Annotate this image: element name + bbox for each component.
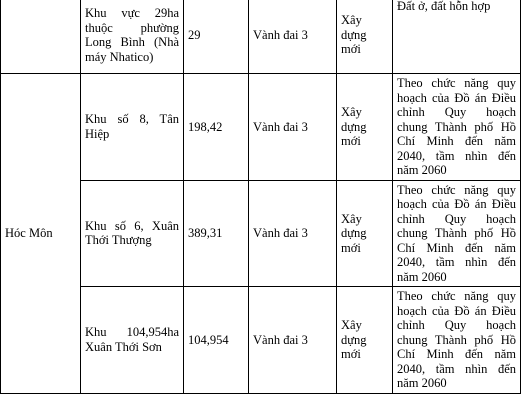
road-cell: Vành đai 3 xyxy=(249,180,337,287)
type-cell: Xây dựng mới xyxy=(337,74,393,181)
area-cell: Khu số 6, Xuân Thới Thượng xyxy=(81,180,184,287)
table-row xyxy=(1,0,521,74)
road-cell: Vành đai 3 xyxy=(249,287,337,394)
area-cell: Khu vực 29ha thuộc phường Long Bình (Nhà máy Nhatico) xyxy=(81,0,184,74)
type-cell: Xây dựng mới xyxy=(337,287,393,394)
district-cell xyxy=(1,0,81,74)
purpose-cell: Đất ở, đất hỗn hợp xyxy=(393,0,521,74)
purpose-cell: Theo chức năng quy hoạch của Đồ án Điều chỉnh Quy hoạch chung Thành phố Hồ Chí Minh đến năm 2040, tầm nhìn đến năm 2060 xyxy=(393,180,521,287)
purpose-cell: Theo chức năng quy hoạch của Đồ án Điều chỉnh Quy hoạch chung Thành phố Hồ Chí Minh đến năm 2040, tầm nhìn đến năm 2060 xyxy=(393,287,521,394)
purpose-cell: Theo chức năng quy hoạch của Đồ án Điều chỉnh Quy hoạch chung Thành phố Hồ Chí Minh đến năm 2040, tầm nhìn đến năm 2060 xyxy=(393,74,521,181)
table-row xyxy=(1,74,521,181)
size-cell: 29 xyxy=(184,0,249,74)
road-cell: Vành đai 3 xyxy=(249,74,337,181)
area-cell: Khu số 8, Tân Hiệp xyxy=(81,74,184,181)
district-name-cell: Hóc Môn xyxy=(1,74,81,394)
road-cell: Vành đai 3 xyxy=(249,0,337,74)
area-cell: Khu 104,954ha Xuân Thới Sơn xyxy=(81,287,184,394)
size-cell: 198,42 xyxy=(184,74,249,181)
type-cell: Xây dựng mới xyxy=(337,180,393,287)
type-cell: Xây dựng mới xyxy=(337,0,393,74)
size-cell: 104,954 xyxy=(184,287,249,394)
size-cell: 389,31 xyxy=(184,180,249,287)
